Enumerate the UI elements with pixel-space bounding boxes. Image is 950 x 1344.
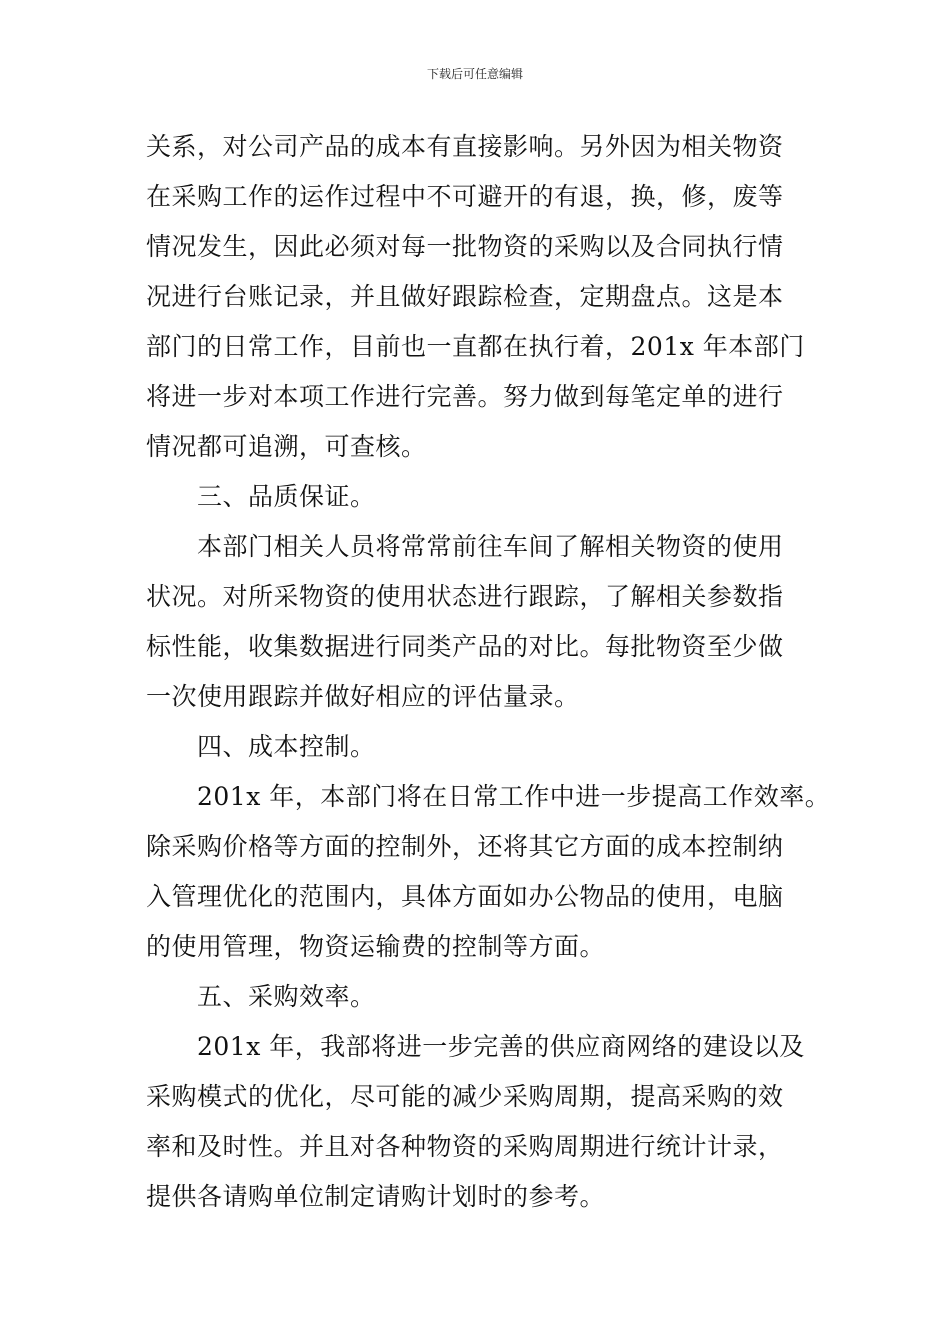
paragraph-line: 除采购价格等方面的控制外，还将其它方面的成本控制纳 xyxy=(146,832,784,861)
paragraph-line: 的使用管理，物资运输费的控制等方面。 xyxy=(146,932,606,961)
paragraph-line: 率和及时性。并且对各种物资的采购周期进行统计计录， xyxy=(146,1132,784,1161)
section-heading-quality: 三、品质保证。 xyxy=(197,482,376,511)
paragraph-line: 201x 年，我部将进一步完善的供应商网络的建设以及 xyxy=(197,1032,805,1061)
paragraph-line: 在采购工作的运作过程中不可避开的有退，换，修，废等 xyxy=(146,182,784,211)
paragraph-line: 将进一步对本项工作进行完善。努力做到每笔定单的进行 xyxy=(146,382,784,411)
paragraph-line: 入管理优化的范围内，具体方面如办公物品的使用，电脑 xyxy=(146,882,784,911)
paragraph-line: 状况。对所采物资的使用状态进行跟踪，了解相关参数指 xyxy=(146,582,784,611)
page-header: 下载后可任意编辑 xyxy=(426,67,523,81)
section-heading-efficiency: 五、采购效率。 xyxy=(197,982,376,1011)
paragraph-line: 关系，对公司产品的成本有直接影响。另外因为相关物资 xyxy=(146,132,784,161)
paragraph-line: 况进行台账记录，并且做好跟踪检查，定期盘点。这是本 xyxy=(146,282,784,311)
paragraph-line: 本部门相关人员将常常前往车间了解相关物资的使用 xyxy=(197,532,784,561)
paragraph-line: 一次使用跟踪并做好相应的评估量录。 xyxy=(146,682,580,711)
paragraph-line: 标性能，收集数据进行同类产品的对比。每批物资至少做 xyxy=(146,632,784,661)
section-heading-cost: 四、成本控制。 xyxy=(197,732,376,761)
paragraph-line: 201x 年，本部门将在日常工作中进一步提高工作效率。 xyxy=(197,782,831,811)
paragraph-line: 情况都可追溯，可查核。 xyxy=(146,432,427,461)
paragraph-line: 提供各请购单位制定请购计划时的参考。 xyxy=(146,1182,606,1211)
paragraph-line: 部门的日常工作，目前也一直都在执行着，201x 年本部门 xyxy=(146,332,805,361)
paragraph-line: 采购模式的优化，尽可能的减少采购周期，提高采购的效 xyxy=(146,1082,784,1111)
paragraph-line: 情况发生，因此必须对每一批物资的采购以及合同执行情 xyxy=(146,232,784,261)
